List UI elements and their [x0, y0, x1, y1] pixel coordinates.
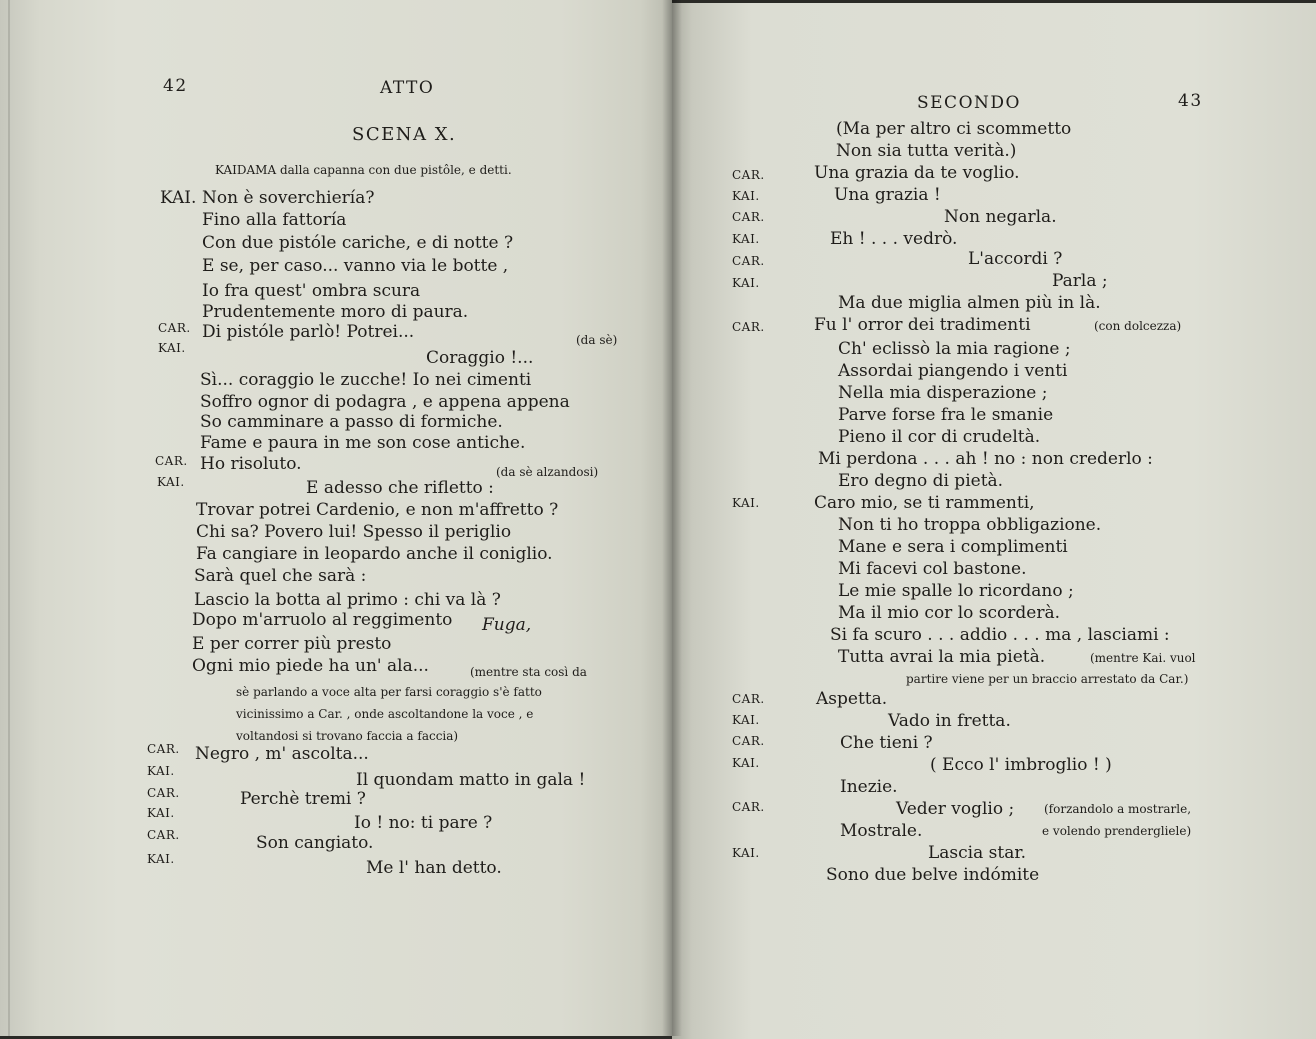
- stage-direction: (mentre Kai. vuol: [1090, 651, 1196, 665]
- verse-line: Caro mio, se ti rammenti,: [814, 493, 1035, 513]
- verse-line: Parla ;: [1052, 271, 1108, 291]
- speaker-label: KAI.: [147, 806, 175, 820]
- page-number: 43: [1178, 91, 1203, 111]
- scene-title: SCENA X.: [352, 124, 457, 145]
- speaker-label: CAR.: [732, 692, 765, 706]
- speaker-label: KAI.: [732, 713, 760, 727]
- verse-line: Parve forse fra le smanie: [838, 405, 1054, 425]
- scene-note: KAIDAMA dalla capanna con due pistôle, e detti.: [215, 163, 512, 177]
- verse-line: Eh ! . . . vedrò.: [830, 229, 958, 249]
- verse-line: Io ! no: ti pare ?: [354, 813, 493, 833]
- verse-line: Con due pistóle cariche, e di notte ?: [202, 233, 514, 253]
- speaker-label: CAR.: [732, 800, 765, 814]
- verse-line: Mane e sera i complimenti: [838, 537, 1068, 557]
- speaker-label: CAR.: [147, 828, 180, 842]
- verse-line: Il quondam matto in gala !: [356, 770, 586, 790]
- speaker-label: KAI.: [732, 232, 760, 246]
- verse-line: Fino alla fattoría: [202, 210, 347, 230]
- stage-direction: e volendo prendergliele): [1042, 824, 1192, 838]
- verse-line: Le mie spalle lo ricordano ;: [838, 581, 1074, 601]
- verse-line: ( Ecco l' imbroglio ! ): [930, 755, 1112, 775]
- verse-line: Una grazia da te voglio.: [814, 163, 1020, 183]
- speaker-label: KAI.: [732, 496, 760, 510]
- speaker-label: KAI.: [732, 276, 760, 290]
- verse-line: Coraggio !...: [426, 348, 534, 368]
- stage-direction: voltandosi si trovano faccia a faccia): [236, 729, 459, 743]
- verse-line: Non sia tutta verità.): [836, 141, 1017, 161]
- verse-line: Si fa scuro . . . addio . . . ma , lasciami :: [830, 625, 1170, 645]
- verse-line: Dopo m'arruolo al reggimento: [192, 610, 453, 630]
- page-edge: [8, 0, 10, 1036]
- speaker-label: KAI.: [157, 475, 185, 489]
- speaker-label: CAR.: [155, 454, 188, 468]
- verse-line: Vado in fretta.: [888, 711, 1011, 731]
- verse-line: E adesso che rifletto :: [306, 478, 494, 498]
- verse-line: Tutta avrai la mia pietà.: [838, 647, 1046, 667]
- stage-direction: vicinissimo a Car. , onde ascoltandone la voce , e: [236, 707, 534, 721]
- verse-line: Lascia star.: [928, 843, 1026, 863]
- stage-direction: partire viene per un braccio arrestato da Car.): [906, 672, 1189, 686]
- verse-line: Assordai piangendo i venti: [838, 361, 1068, 381]
- verse-line: Veder voglio ;: [896, 799, 1015, 819]
- speaker-label: KAI.: [160, 188, 197, 208]
- verse-line: Non negarla.: [944, 207, 1057, 227]
- verse-line: Fame e paura in me son cose antiche.: [200, 433, 526, 453]
- verse-line: Non ti ho troppa obbligazione.: [838, 515, 1102, 535]
- verse-line: Di pistóle parlò! Potrei...: [202, 322, 415, 342]
- verse-line: Pieno il cor di crudeltà.: [838, 427, 1041, 447]
- verse-line: Mi perdona . . . ah ! no : non crederlo :: [818, 449, 1153, 469]
- verse-line: Prudentemente moro di paura.: [202, 302, 469, 322]
- speaker-label: KAI.: [732, 189, 760, 203]
- verse-line: Ma due miglia almen più in là.: [838, 293, 1101, 313]
- stage-direction: (da sè): [576, 333, 618, 347]
- verse-line: Ero degno di pietà.: [838, 471, 1004, 491]
- speaker-label: CAR.: [732, 168, 765, 182]
- verse-line-italic: Fuga,: [482, 615, 532, 635]
- book-gutter: [662, 0, 682, 1036]
- verse-line: Sono due belve indómite: [826, 865, 1040, 885]
- stage-direction: (da sè alzandosi): [496, 465, 599, 479]
- speaker-label: CAR.: [732, 254, 765, 268]
- speaker-label: CAR.: [732, 210, 765, 224]
- right-page: [672, 0, 1316, 1039]
- stage-direction: (con dolcezza): [1094, 319, 1182, 333]
- verse-line: (Ma per altro ci scommetto: [836, 119, 1072, 139]
- verse-line: Aspetta.: [816, 689, 888, 709]
- verse-line: Ogni mio piede ha un' ala...: [192, 656, 429, 676]
- verse-line: Mostrale.: [840, 821, 923, 841]
- verse-line: Perchè tremi ?: [240, 789, 366, 809]
- speaker-label: CAR.: [732, 734, 765, 748]
- verse-line: Son cangiato.: [256, 833, 374, 853]
- verse-line: Una grazia !: [834, 185, 941, 205]
- verse-line: Trovar potrei Cardenio, e non m'affretto ?: [196, 500, 559, 520]
- speaker-label: KAI.: [732, 756, 760, 770]
- verse-line: Nella mia disperazione ;: [838, 383, 1048, 403]
- stage-direction: (forzandolo a mostrarle,: [1044, 802, 1192, 816]
- speaker-label: KAI.: [732, 846, 760, 860]
- verse-line: Che tieni ?: [840, 733, 933, 753]
- verse-line: Me l' han detto.: [366, 858, 502, 878]
- verse-line: Mi facevi col bastone.: [838, 559, 1027, 579]
- verse-line: Fa cangiare in leopardo anche il coniglio.: [196, 544, 553, 564]
- verse-line: Soffro ognor di podagra , e appena appena: [200, 392, 570, 412]
- verse-line: Ch' eclissò la mia ragione ;: [838, 339, 1071, 359]
- stage-direction: (mentre sta così da: [470, 665, 587, 679]
- verse-line: Negro , m' ascolta...: [195, 744, 369, 764]
- verse-line: Fu l' orror dei tradimenti: [814, 315, 1031, 335]
- verse-line: E per correr più presto: [192, 634, 392, 654]
- speaker-label: KAI.: [147, 764, 175, 778]
- stage-direction: sè parlando a voce alta per farsi coraggio s'è fatto: [236, 685, 542, 699]
- verse-line: Ho risoluto.: [200, 454, 302, 474]
- speaker-label: KAI.: [158, 341, 186, 355]
- verse-line: Ma il mio cor lo scorderà.: [838, 603, 1060, 623]
- speaker-label: KAI.: [147, 852, 175, 866]
- speaker-label: CAR.: [147, 786, 180, 800]
- verse-line: Lascio la botta al primo : chi va là ?: [194, 590, 501, 610]
- running-head: ATTO: [380, 78, 435, 98]
- verse-line: Sarà quel che sarà :: [194, 566, 367, 586]
- verse-line: L'accordi ?: [968, 249, 1063, 269]
- page-number: 42: [163, 76, 188, 96]
- speaker-label: CAR.: [158, 321, 191, 335]
- verse-line: Inezie.: [840, 777, 898, 797]
- verse-line: Chi sa? Povero lui! Spesso il periglio: [196, 522, 512, 542]
- verse-line: So camminare a passo di formiche.: [200, 412, 503, 432]
- verse-line: Io fra quest' ombra scura: [202, 281, 421, 301]
- verse-line: Sì... coraggio le zucche! Io nei cimenti: [200, 370, 532, 390]
- verse-line: E se, per caso... vanno via le botte ,: [202, 256, 509, 276]
- verse-line: Non è soverchiería?: [202, 188, 375, 208]
- speaker-label: CAR.: [147, 742, 180, 756]
- running-head: SECONDO: [917, 93, 1021, 113]
- speaker-label: CAR.: [732, 320, 765, 334]
